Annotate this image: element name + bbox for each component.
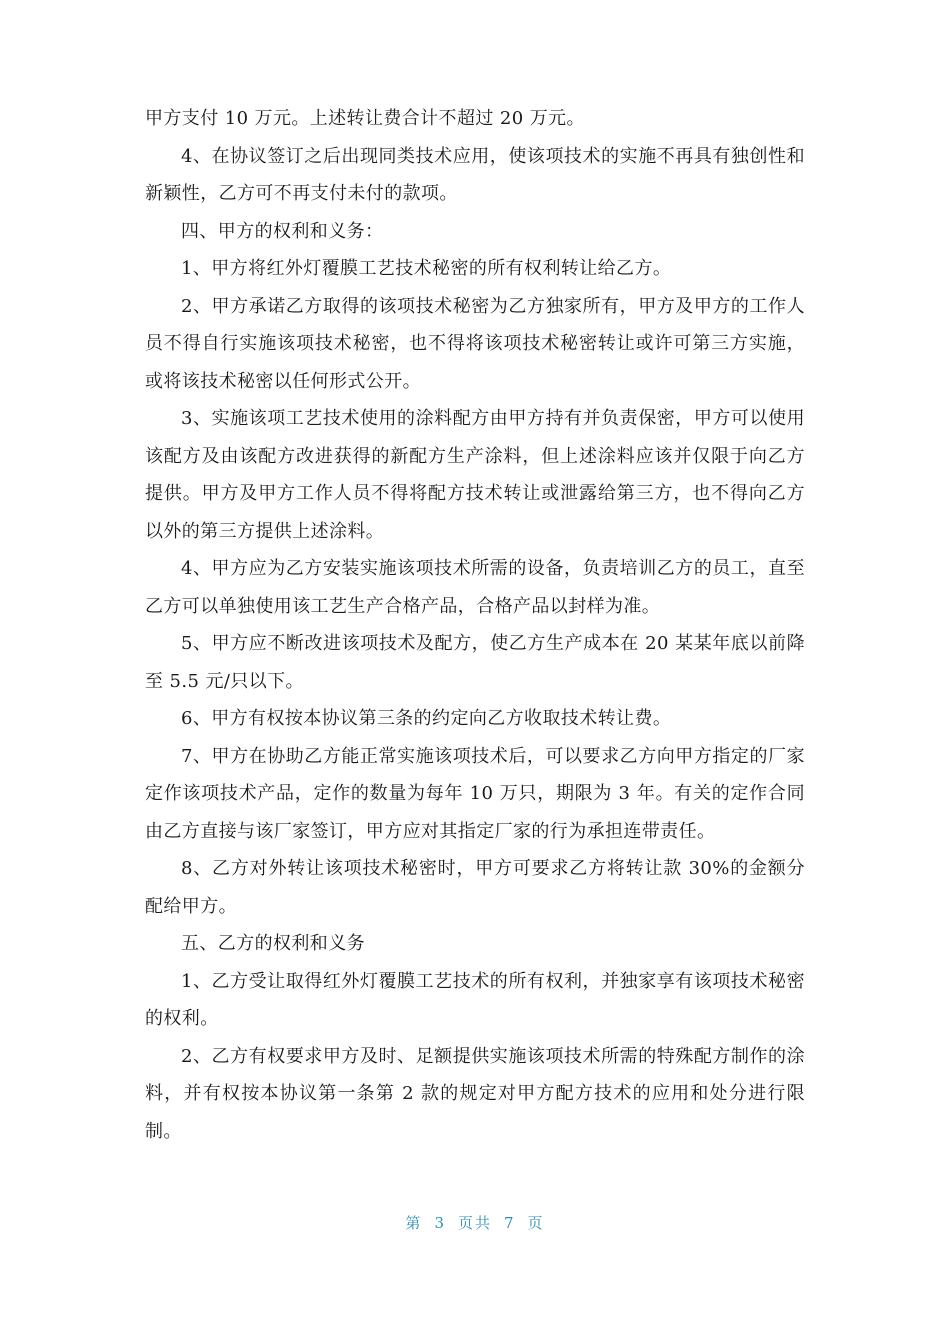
paragraph: 甲方支付 10 万元。上述转让费合计不超过 20 万元。 bbox=[145, 108, 585, 129]
paragraph: 8、乙方对外转让该项技术秘密时，甲方可要求乙方将转让款 30%的金额分配给甲方。 bbox=[145, 858, 805, 917]
page-label-middle: 页共 bbox=[457, 1214, 492, 1232]
page-label-suffix: 页 bbox=[527, 1214, 545, 1232]
page-footer bbox=[0, 1212, 950, 1233]
paragraph: 6、甲方有权按本协议第三条的约定向乙方收取技术转让费。 bbox=[181, 708, 672, 729]
total-pages: 7 bbox=[504, 1214, 516, 1232]
document-body bbox=[145, 100, 805, 1150]
paragraph: 7、甲方在协助乙方能正常实施该项技术后，可以要求乙方向甲方指定的厂家定作该项技术产品，定作的数量为每年 10 万只，期限为 3 年。有关的定作合同由乙方直接与该厂家签订，甲方应对其指定厂家的行为承担连带责任。 bbox=[145, 745, 805, 842]
page-number: 3 bbox=[434, 1214, 446, 1232]
page-label-prefix: 第 bbox=[405, 1214, 423, 1232]
paragraph: 5、甲方应不断改进该项技术及配方，使乙方生产成本在 20 某某年底以前降至 5.5 元/只以下。 bbox=[145, 633, 805, 692]
paragraph: 2、乙方有权要求甲方及时、足额提供实施该项技术所需的特殊配方制作的涂料，并有权按本协议第一条第 2 款的规定对甲方配方技术的应用和处分进行限制。 bbox=[145, 1045, 805, 1142]
section-heading: 五、乙方的权利和义务 bbox=[181, 933, 365, 954]
paragraph: 3、实施该项工艺技术使用的涂料配方由甲方持有并负责保密，甲方可以使用该配方及由该配方改进获得的新配方生产涂料，但上述涂料应该并仅限于向乙方提供。甲方及甲方工作人员不得将配方技术转让或泄露给第三方，也不得向乙方以外的第三方提供上述涂料。 bbox=[145, 408, 805, 542]
section-heading: 四、甲方的权利和义务： bbox=[181, 220, 384, 242]
paragraph: 4、甲方应为乙方安装实施该项技术所需的设备，负责培训乙方的员工，直至乙方可以单独使用该工艺生产合格产品，合格产品以封样为准。 bbox=[145, 558, 805, 617]
paragraph: 1、乙方受让取得红外灯覆膜工艺技术的所有权利，并独家享有该项技术秘密的权利。 bbox=[145, 970, 805, 1029]
paragraph: 1、甲方将红外灯覆膜工艺技术秘密的所有权利转让给乙方。 bbox=[181, 258, 672, 279]
paragraph: 2、甲方承诺乙方取得的该项技术秘密为乙方独家所有，甲方及甲方的工作人员不得自行实施该项技术秘密，也不得将该项技术秘密转让或许可第三方实施，或将该技术秘密以任何形式公开。 bbox=[145, 295, 805, 392]
paragraph: 4、在协议签订之后出现同类技术应用，使该项技术的实施不再具有独创性和新颖性，乙方可不再支付未付的款项。 bbox=[145, 145, 805, 204]
